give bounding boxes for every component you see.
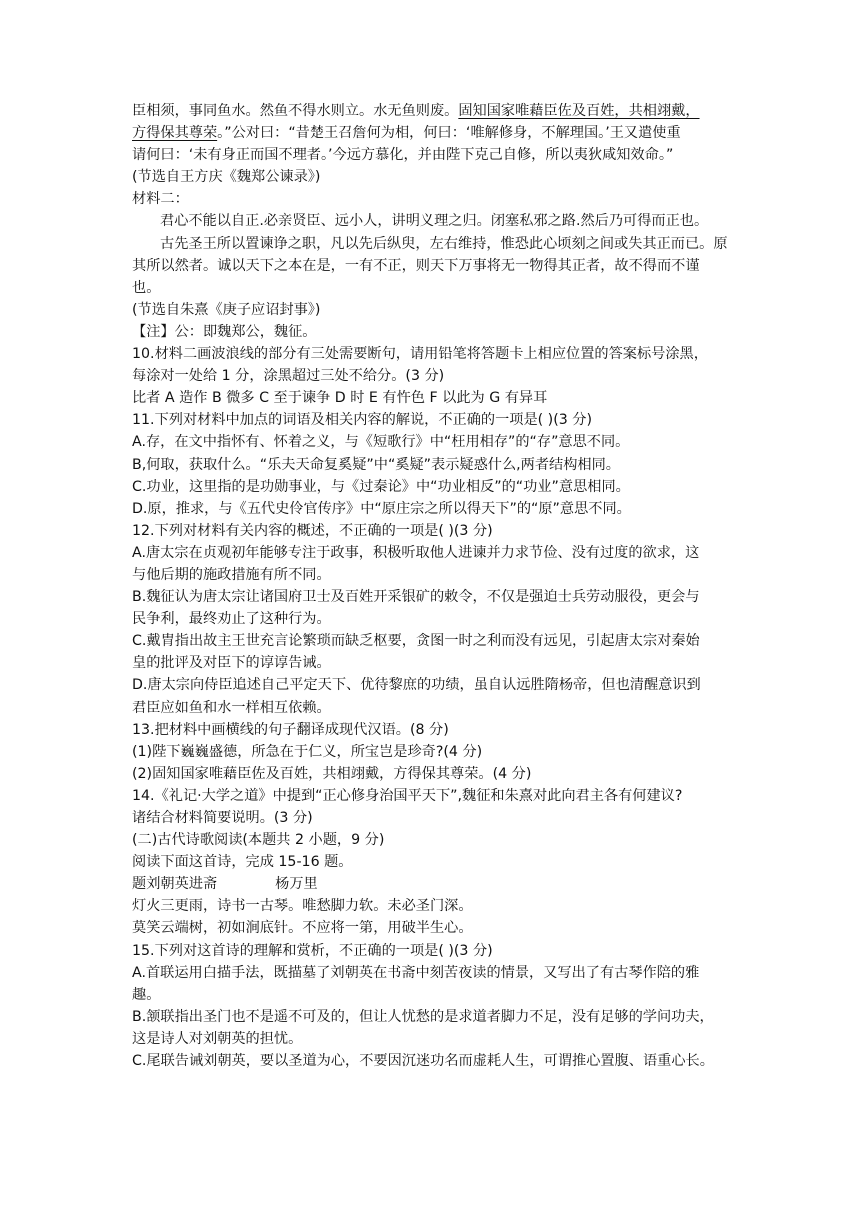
text-segment: 14.《礼记·大学之道》中提到“正心修身治国平天下”,魏征和朱熹对此向君主各有何建议?	[132, 787, 683, 804]
text-segment: (二)古代诗歌阅读(本题共 2 小题，9 分)	[132, 832, 385, 849]
text-line	[132, 166, 734, 188]
text-segment: C.戴胄指出故主王世充言论繁琐而缺乏枢要，贪图一时之利而没有远见，引起唐太宗对秦始	[132, 633, 700, 650]
text-line	[132, 1006, 734, 1028]
text-line	[132, 984, 734, 1006]
text-segment: 杨万里	[275, 876, 318, 893]
text-segment: 皇的批评及对臣下的谆谆告诫。	[132, 655, 331, 672]
text-line	[132, 454, 734, 476]
text-segment: 诸结合材料简要说明。(3 分)	[132, 810, 313, 826]
text-segment: 题刘朝英进斋	[132, 876, 218, 893]
text-segment: 其所以然者。诚以天下之本在是，一有不正，则天下万事将无一物得其正者，故不得而不谨	[132, 257, 700, 274]
text-line	[132, 829, 734, 851]
text-line	[132, 277, 734, 299]
text-segment: 每涂对一处给 1 分，涂黑超过三处不给分。(3 分)	[132, 368, 445, 385]
text-line	[132, 387, 734, 409]
text-line	[132, 122, 734, 144]
text-line	[132, 719, 734, 741]
text-segment: 材料二：	[132, 191, 189, 208]
underlined-sentence: 方得保其尊荣	[132, 125, 218, 142]
text-line	[132, 630, 734, 652]
text-line	[132, 299, 734, 321]
text-line	[132, 763, 734, 785]
text-segment: 【注】公：即魏郑公，魏征。	[132, 323, 317, 340]
text-segment: C.功业，这里指的是功勋事业，与《过秦论》中“功业相反”的“功业”意思相同。	[132, 478, 630, 495]
text-segment: 15.下列对这首诗的理解和赏析，不正确的一项是( )(3 分)	[132, 942, 493, 959]
text-segment: 君心不能以自正.必亲贤臣、远小人，讲明义理之归。闭塞私邪之路.然后乃可得而正也。	[160, 213, 709, 230]
text-line	[132, 586, 734, 608]
text-line	[132, 321, 734, 343]
text-line	[132, 697, 734, 719]
text-line	[132, 917, 734, 939]
document-page	[132, 100, 734, 1072]
text-line	[132, 210, 734, 232]
text-segment: 13.把材料中画横线的句子翻译成现代汉语。(8 分)	[132, 721, 449, 738]
text-segment: 趣。	[132, 986, 161, 1003]
text-line	[132, 785, 734, 807]
underlined-sentence: 固知国家唯藉臣佐及百姓，共相翊戴，	[458, 103, 700, 119]
text-line	[132, 652, 734, 674]
text-line	[132, 895, 734, 917]
text-line	[132, 807, 734, 829]
text-segment: 与他后期的施政措施有所不同。	[132, 566, 331, 583]
text-segment: D.唐太宗向侍臣追述自己平定天下、优待黎庶的功绩，虽自认远胜隋杨帝，但也清醒意识到	[132, 677, 701, 694]
text-line	[132, 520, 734, 542]
text-segment: A.存，在文中指怀有、怀着之义，与《短歌行》中“枉用相存”的“存”意思不同。	[132, 434, 630, 451]
text-segment: (1)陛下巍巍盛德，所急在于仁义，所宝岂是珍奇?(4 分)	[132, 743, 483, 760]
text-segment: (2)固知国家唯藉臣佐及百姓，共相翊戴，方得保其尊荣。(4 分)	[132, 765, 532, 782]
text-segment: 也。	[132, 279, 161, 296]
text-segment: B.颔联指出圣门也不是遥不可及的，但让人忧愁的是求道者脚力不足，没有足够的学问功夫，	[132, 1008, 714, 1025]
text-segment: (节选自朱熹《庚子应诏封事》)	[132, 301, 321, 318]
text-line	[132, 498, 734, 520]
text-line	[132, 409, 734, 431]
text-line	[132, 962, 734, 984]
text-segment: 10.材料二画波浪线的部分有三处需要断句，请用铅笔将答题卡上相应位置的答案标号涂黑，	[132, 346, 708, 363]
text-segment: A.唐太宗在贞观初年能够专注于政事，积极听取他人进谏并力求节俭、没有过度的欲求，这	[132, 544, 700, 561]
text-line	[132, 188, 734, 210]
text-segment: B.魏征认为唐太宗让诸国府卫士及百姓开采银矿的敕令，不仅是强迫士兵劳动服役，更会与	[132, 589, 700, 606]
text-segment: 民争利，最终劝止了这种行为。	[132, 611, 331, 628]
text-line	[132, 476, 734, 498]
text-line	[132, 343, 734, 365]
text-line	[132, 674, 734, 696]
text-segment: 11.下列对材料中加点的词语及相关内容的解说，不正确的一项是( )(3 分)	[132, 412, 593, 429]
text-line	[132, 940, 734, 962]
text-line	[132, 741, 734, 763]
text-segment: 臣相须，事同鱼水。然鱼不得水则立。水无鱼则废。	[132, 103, 459, 119]
text-segment: 君臣应如鱼和水一样相互依赖。	[132, 699, 331, 716]
text-segment: 古先圣王所以置谏诤之职，凡以先后纵臾，左右维持，惟恐此心顷刻之间或失其正而已。原	[160, 235, 728, 252]
text-line	[132, 100, 734, 122]
text-segment: 灯火三更雨，诗书一古琴。唯愁脚力软。未必圣门深。	[132, 898, 473, 915]
text-segment: (节选自王方庆《魏郑公谏录》)	[132, 169, 321, 186]
text-segment: 这是诗人对刘朝英的担忧。	[132, 1030, 303, 1047]
text-segment: 阅读下面这首诗，完成 15-16 题。	[132, 854, 353, 871]
text-segment: 12.下列对材料有关内容的概述，不正确的一项是( )(3 分)	[132, 522, 493, 539]
text-segment: 。”公对曰：“昔楚王召詹何为相，何曰：‘唯解修身，不解理国。’王又遣使重	[217, 125, 681, 142]
text-segment: 请何曰：‘未有身正而国不理者。’今远方慕化，并由陛下克己自修，所以夷狄咸知效命。”	[132, 147, 674, 164]
text-line	[132, 144, 734, 166]
text-line	[132, 255, 734, 277]
text-line	[132, 233, 734, 255]
text-line	[132, 851, 734, 873]
text-line	[132, 542, 734, 564]
text-segment: C.尾联告诫刘朝英，要以圣道为心，不要因沉迷功名而虚耗人生，可谓推心置腹、语重心长。	[132, 1053, 714, 1070]
text-line	[132, 431, 734, 453]
text-segment: D.原，推求，与《五代史伶官传序》中“原庄宗之所以得天下”的“原”意思不同。	[132, 500, 631, 517]
text-line	[132, 873, 734, 895]
text-line	[132, 1028, 734, 1050]
text-line	[132, 564, 734, 586]
text-line	[132, 365, 734, 387]
text-segment: 比者 A 造作 B 微多 C 至于谏争 D 时 E 有忤色 F 以此为 G 有异耳	[132, 390, 548, 407]
text-line	[132, 608, 734, 630]
text-segment: A.首联运用白描手法，既描墓了刘朝英在书斋中刻苦夜读的情景，又写出了有古琴作陪的雅	[132, 964, 700, 981]
text-segment: B,何取，获取什么。“乐夫天命复奚疑”中“奚疑”表示疑惑什么,两者结构相同。	[132, 456, 620, 473]
text-segment: 莫笑云端树，初如涧底针。不应将一第，用破半生心。	[132, 920, 473, 937]
text-line	[132, 1050, 734, 1072]
